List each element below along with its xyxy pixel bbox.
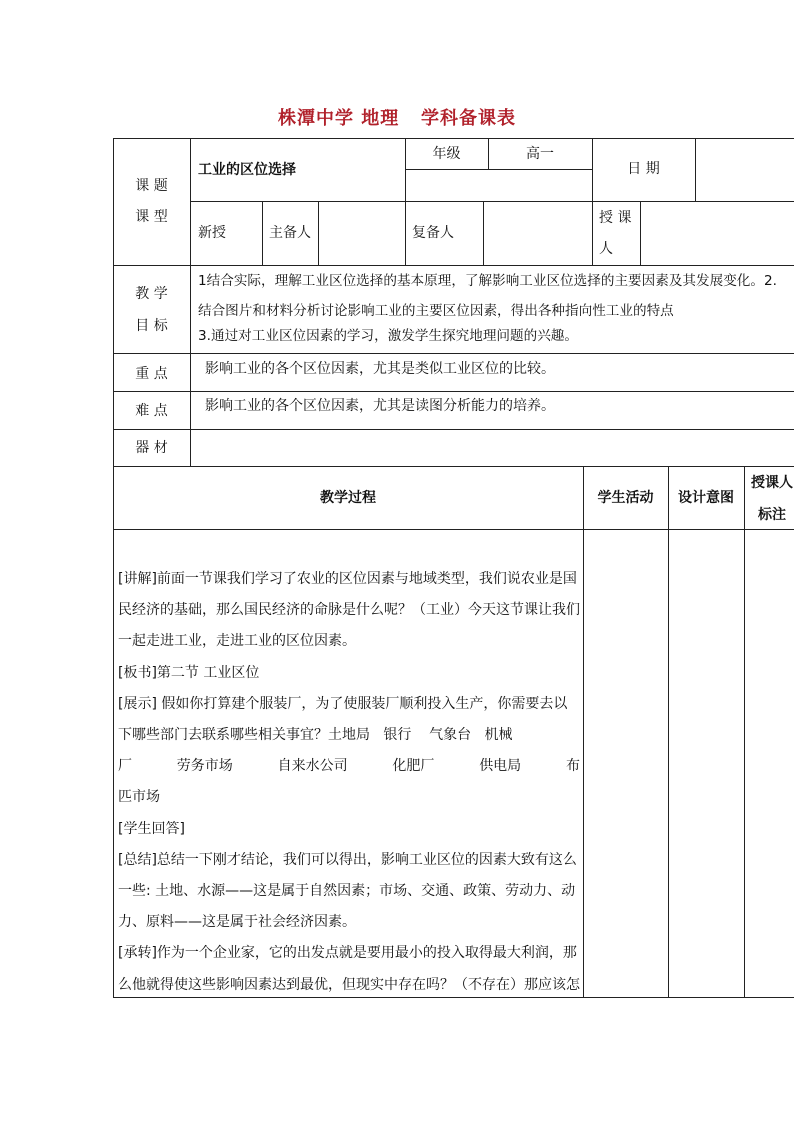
department-item: 厂	[118, 758, 132, 775]
grade-label: 年级	[432, 146, 461, 162]
lesson-topic: 工业的区位选择	[198, 162, 296, 178]
design-intent-header: 设计意图	[678, 490, 734, 506]
department-item: 供电局	[479, 758, 522, 775]
process-line: [讲解]前面一节课我们学习了农业的区位因素与地域类型，我们说农业是国	[118, 571, 577, 587]
process-line: [板书]第二节 工业区位	[118, 664, 260, 681]
key-point-text: 影响工业的各个区位因素，尤其是类似工业区位的比较。	[205, 361, 555, 377]
process-line: 一起走进工业，走进工业的区位因素。	[118, 633, 356, 650]
equipment-label: 器 材	[135, 440, 168, 456]
label-topic: 课 题	[135, 178, 168, 194]
process-body	[118, 564, 580, 1001]
teacher-note-header-2: 标注	[758, 507, 786, 523]
process-line: 一些: 土地、水源——这是属于自然因素；市场、交通、政策、劳动力、动	[118, 883, 576, 900]
process-line: [学生回答]	[118, 820, 185, 837]
process-line: 民经济的基础，那么国民经济的命脉是什么呢？（工业）今天这节课让我们	[118, 602, 580, 619]
grade-value: 高一	[526, 146, 554, 162]
main-preparer-label: 主备人	[269, 225, 311, 241]
process-line: 下哪些部门去联系哪些相关事宜？土地局 银行 气象台 机械	[118, 727, 513, 744]
process-line: 力、原料——这是属于社会经济因素。	[118, 914, 356, 931]
goals-label-1: 教 学	[135, 286, 168, 302]
department-item: 劳务市场	[176, 758, 233, 775]
department-item: 化肥厂	[392, 758, 435, 775]
department-item: 布	[565, 758, 580, 775]
process-line: [总结]总结一下刚才结论，我们可以得出，影响工业区位的因素大致有这么	[118, 851, 577, 868]
process-line: [承转]作为一个企业家，它的出发点就是要用最小的投入取得最大利润，那	[118, 945, 577, 962]
process-line: 么他就得使这些影响因素达到最优，但现实中存在吗？（不存在）那应该怎	[118, 976, 580, 993]
process-line: [展示] 假如你打算建个服装厂，为了使服装厂顺利投入生产，你需要去以	[118, 695, 568, 712]
goals-line-2: 结合图片和材料分析讨论影响工业的主要区位因素，得出各种指向性工业的特点	[198, 303, 674, 319]
process-line-departments	[118, 751, 580, 782]
lesson-type: 新授	[198, 225, 226, 241]
date-label: 日 期	[627, 161, 660, 177]
page-title: 株潭中学 地理 学科备课表	[277, 108, 517, 129]
goals-line-3: 3.通过对工业区位因素的学习，激发学生探究地理问题的兴趣。	[198, 328, 578, 344]
teacher-note-header-1: 授课人	[751, 475, 793, 491]
process-header: 教学过程	[320, 490, 376, 506]
department-item: 自来水公司	[277, 758, 348, 775]
goals-line-1: 1结合实际，理解工业区位选择的基本原理，了解影响工业区位选择的主要因素及其发展变化。2.	[198, 273, 777, 289]
teacher-label-line1: 授 课	[599, 210, 632, 226]
review-label: 复备人	[412, 225, 454, 241]
difficulty-label: 难 点	[135, 403, 168, 419]
process-line: 匹市场	[118, 789, 160, 806]
key-point-label: 重 点	[135, 366, 168, 382]
goals-label-2: 目 标	[135, 318, 168, 334]
teacher-label-line2: 人	[599, 241, 613, 257]
difficulty-text: 影响工业的各个区位因素，尤其是读图分析能力的培养。	[205, 398, 555, 414]
label-type: 课 型	[135, 209, 168, 225]
student-activity-header: 学生活动	[597, 490, 654, 506]
